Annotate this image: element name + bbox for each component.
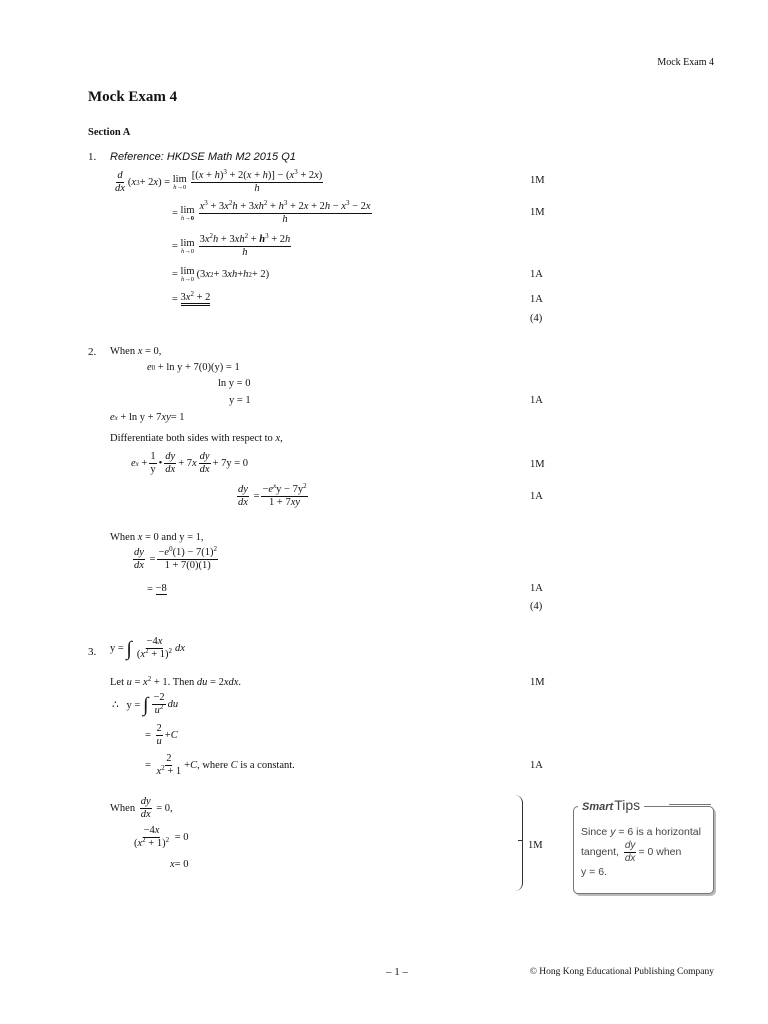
mark-1m: 1M	[530, 175, 545, 186]
q2-dydx: $\frac{dy}{dx}$ = $\frac{-e^xy - 7y^2}{1 + 7xy}$	[238, 482, 307, 509]
q2-answer: = −8	[147, 583, 167, 595]
bracket-brace	[512, 795, 523, 891]
mark-1a: 1A	[530, 583, 543, 594]
mark-1a: 1A	[530, 491, 543, 502]
q3-when-dydx: When $\frac{dy}{dx}$ = 0,	[110, 796, 173, 821]
q3-equation: $\frac{-4x}{(x^2 + 1)^2}$ = 0	[134, 825, 189, 850]
q2-derivative: e x + $\frac{1}{y}$ • $\frac{dy}{dx}$ + 7 x $\frac{dy}{dx}$ + 7y = 0	[131, 451, 249, 476]
q2-line-2: ln y = 0	[218, 378, 251, 389]
question-number-3: 3.	[88, 646, 97, 658]
q2-line-1: e 0 + ln y + 7(0)(y) = 1	[147, 362, 240, 373]
q1-answer: = $3x^2 + 2$	[172, 290, 211, 305]
q2-equation: e x + ln y + 7 xy = 1	[110, 412, 185, 423]
q3-integral: y = ∫ $\frac{-4x}{(x^2 + 1)^2}$ dx	[110, 636, 185, 661]
q3-step-3: = $\frac{2}{x^2 + 1}$ + C , where C is a constant.	[145, 753, 295, 778]
q2-substitution-text: When x = 0 and y = 1,	[110, 532, 204, 543]
section-heading: Section A	[88, 127, 131, 138]
mark-1a: 1A	[530, 395, 543, 406]
question-number-1: 1.	[88, 151, 97, 163]
running-header: Mock Exam 4	[657, 57, 714, 68]
q1-step-2: = lim h→0 $\frac{x^3 + 3x^2h + 3xh^2 + h^3 + 2x + 2h - x^3 - 2x}{h}$	[172, 199, 371, 226]
mark-1a: 1A	[530, 269, 543, 280]
bracket-brace-tip	[518, 840, 523, 841]
q1-step-4: = lim h→0 (3 x 2 + 3 xh + h 2 + 2)	[172, 266, 270, 283]
q3-x-zero: x = 0	[170, 859, 189, 870]
q2-line-3: y = 1	[229, 395, 251, 406]
q2-substitution: $\frac{dy}{dx}$ = $\frac{-e^0(1) - 7(1)^2}{1 + 7(0)(1)}$	[134, 545, 217, 572]
q2-intro: When x = 0,	[110, 346, 162, 357]
q2-differentiate-text: Differentiate both sides with respect to x,	[110, 433, 283, 444]
smart-tips-box	[573, 797, 714, 894]
smart-tips-heading	[578, 797, 644, 813]
q3-substitution: Let $u = x^2 + 1$. Then du = 2xdx.	[110, 675, 242, 688]
q1-step-3: = lim h→0 $\frac{3x^2h + 3xh^2 + h^3 + 2h}{h}$	[172, 232, 291, 259]
tips-label: Tips	[614, 797, 641, 813]
question-reference: Reference: HKDSE Math M2 2015 Q1	[110, 151, 296, 163]
mark-1a: 1A	[530, 294, 543, 305]
mark-1a: 1A	[530, 760, 543, 771]
copyright: © Hong Kong Educational Publishing Company	[529, 967, 714, 977]
smart-tips-text: Since y = 6 is a horizontal tangent, $\frac{dy}{dx}$ = 0 when y = 6.	[581, 826, 701, 879]
mark-1m: 1M	[530, 459, 545, 470]
total-marks: (4)	[530, 601, 543, 612]
q3-step-2: = $\frac{2}{u}$ + C	[145, 723, 178, 748]
q3-integral-u: ∴ y = ∫ $\frac{-2}{u^2}$ du	[112, 692, 179, 717]
page-title: Mock Exam 4	[88, 89, 178, 105]
total-marks: (4)	[530, 313, 543, 324]
mark-1m: 1M	[530, 207, 545, 218]
mark-1m: 1M	[530, 677, 545, 688]
question-number-2: 2.	[88, 346, 97, 358]
q1-step-1: $\frac{d}{dx}$ ( x 3 + 2 x ) = lim h→0 $\frac{[(x + h)^3 + 2(x + h)] - (x^3 + 2x)}{h}$	[115, 168, 323, 195]
page-number: – 1 –	[386, 966, 408, 978]
smart-label: Smart	[582, 801, 614, 813]
mark-1m: 1M	[528, 840, 543, 851]
tips-divider	[669, 804, 711, 805]
